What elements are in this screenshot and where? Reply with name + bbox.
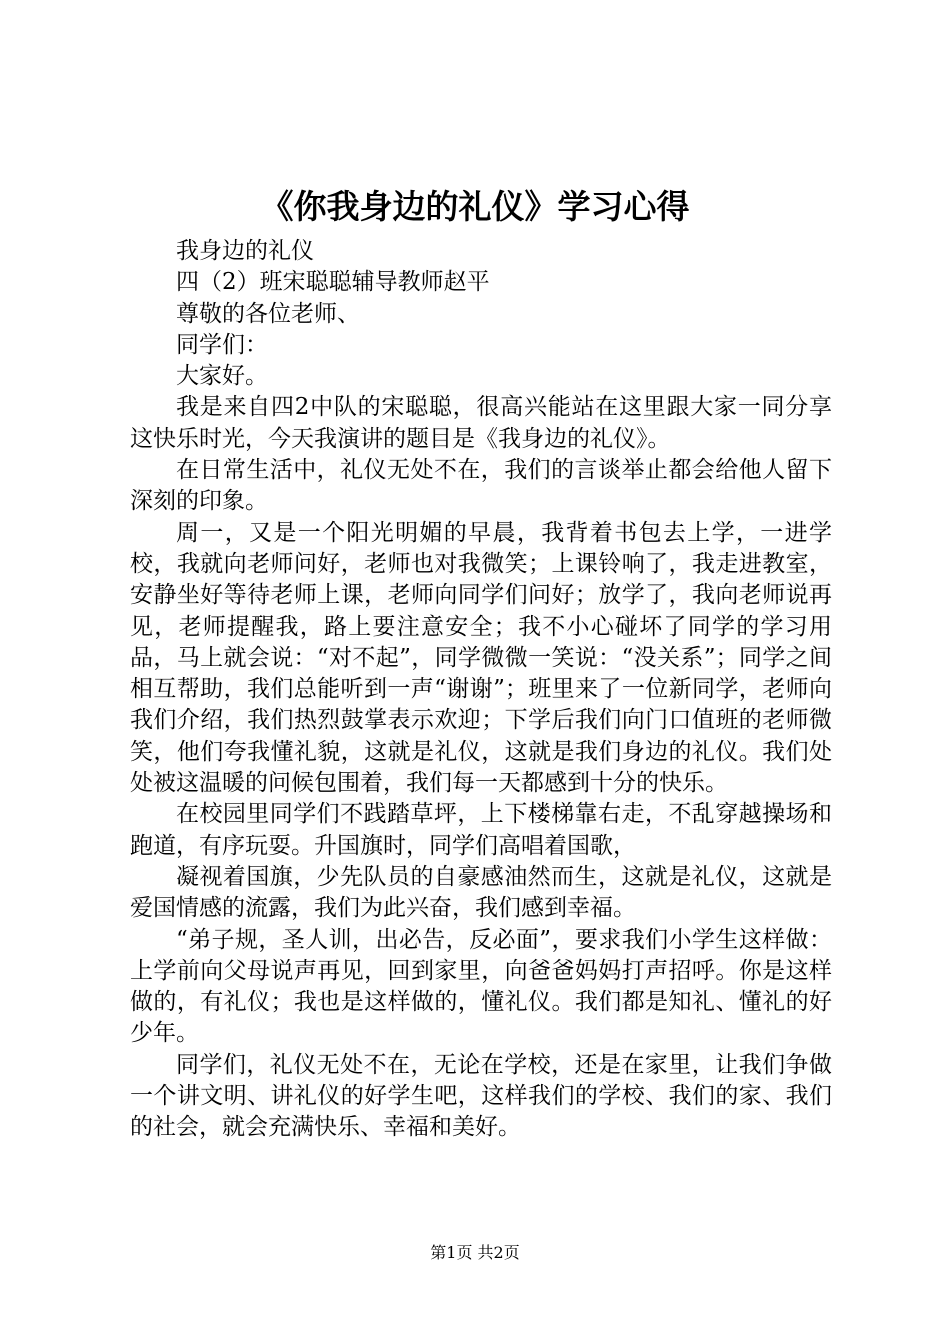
paragraph-daily-life: 在日常生活中，礼仪无处不在，我们的言谈举止都会给他人留下深刻的印象。 [130, 457, 832, 515]
paragraph-author: 四（2）班宋聪聪辅导教师赵平 [176, 269, 490, 296]
paragraph-greeting: 大家好。 [176, 363, 268, 390]
document-title: 《你我身边的礼仪》学习心得 [260, 187, 690, 226]
paragraph-salutation-students: 同学们： [176, 331, 268, 358]
paragraph-conclusion: 同学们，礼仪无处不在，无论在学校，还是在家里，让我们争做一个讲文明、讲礼仪的好学生吧，这样我们的学校、我们的家、我们的社会，就会充满快乐、幸福和美好。 [130, 1051, 832, 1141]
paragraph-salutation-teachers: 尊敬的各位老师、 [176, 300, 360, 327]
document-body [130, 236, 832, 1144]
paragraph-flag: 凝视着国旗，少先队员的自豪感油然而生，这就是礼仪，这就是爱国情感的流露，我们为此兴奋，我们感到幸福。 [130, 863, 832, 922]
paragraph-monday: 周一，又是一个阳光明媚的早晨，我背着书包去上学，一进学校，我就向老师问好，老师也对我微笑；上课铃响了，我走进教室，安静坐好等待老师上课，老师向同学们问好；放学了，我向老师说再见，老师提醒我，路上要注意安全；我不小心碰坏了同学的学习用品，马上就会说：“对不起”，同学微微一笑说：“没关系”；同学之间相互帮助，我们总能听到一声“谢谢”；班里来了一位新同学，老师向我们介绍，我们热烈鼓掌表示欢迎；下学后我们向门口值班的老师微笑，他们夸我懂礼貌，这就是礼仪，这就是我们身边的礼仪。我们处处被这温暖的问候包围着，我们每一天都感到十分的快乐。 [130, 519, 832, 797]
paragraph-subtitle: 我身边的礼仪 [176, 238, 314, 264]
paragraph-intro: 我是来自四2中队的宋聪聪，很高兴能站在这里跟大家一同分享这快乐时光，今天我演讲的题目是《我身边的礼仪》。 [130, 394, 832, 452]
paragraph-campus: 在校园里同学们不践踏草坪，上下楼梯靠右走，不乱穿越操场和跑道，有序玩耍。升国旗时，同学们高唱着国歌， [130, 801, 832, 859]
page-number-footer: 第1页 共2页 [430, 1243, 520, 1262]
paragraph-dizigui: “弟子规，圣人训，出必告，反必面”，要求我们小学生这样做：上学前向父母说声再见，回到家里，向爸爸妈妈打声招呼。你是这样做的，有礼仪；我也是这样做的，懂礼仪。我们都是知礼、懂礼的好少年。 [130, 926, 832, 1047]
